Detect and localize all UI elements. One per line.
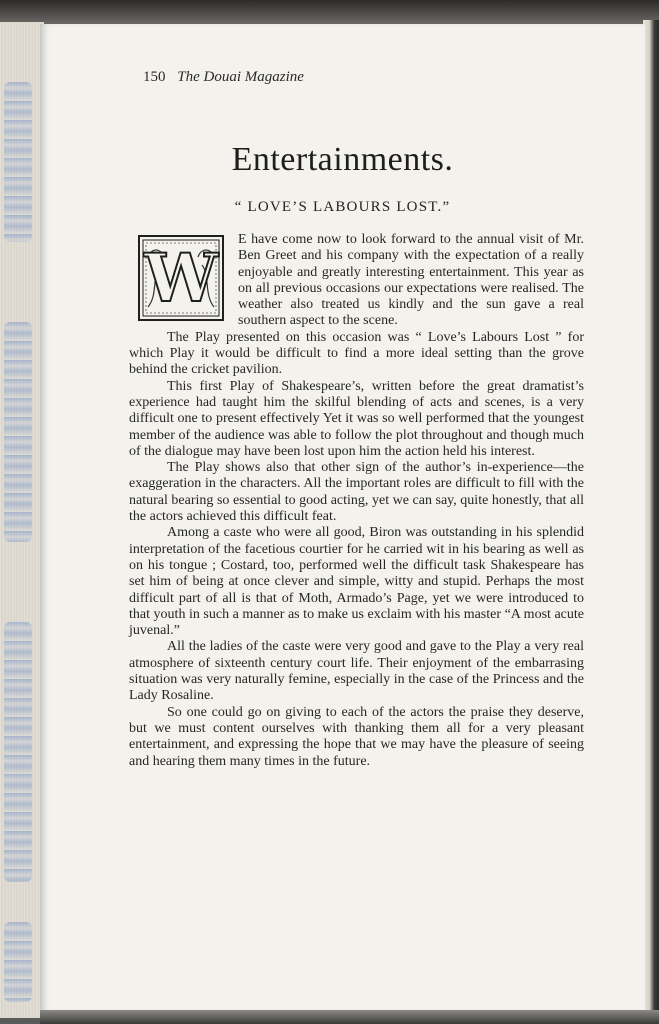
edge-stain: [4, 322, 32, 542]
paragraph-4: The Play shows also that other sign of the author’s in-experience—the exaggeration in the characters. All the important roles are difficult to fill with the natural bearing so essential to good acting, yet we can say, quite honestly, that all the actors achieved this difficult feat.: [129, 460, 584, 525]
book-right-edge: [643, 20, 659, 1020]
edge-stain: [4, 622, 32, 882]
page-number: 150: [143, 69, 166, 85]
scan-top-border: [0, 0, 659, 24]
scan-bottom-border: [40, 1010, 659, 1024]
decorative-drop-cap: [138, 235, 224, 321]
drop-cap-letter: W: [143, 239, 219, 317]
magazine-title: The Douai Magazine: [177, 69, 304, 85]
magazine-page: [40, 24, 645, 1012]
paragraph-5: Among a caste who were all good, Biron was outstanding in his splendid interpretation of the facetious courtier for he carried wit in his bearing as well as on his tongue ; Costard, too, performed well the difficult task Shakespeare has set him of being at once clever and simple, witty and stupid. Perhaps the most difficult part of all is that of Moth, Armado’s Page, yet we were introduced to that youth in such a manner as to make us exclaim with his master “A most acute juvenal.”: [129, 525, 584, 639]
book-page-edges: [0, 22, 44, 1018]
paragraph-7: So one could go on giving to each of the actors the praise they deserve, but we must content ourselves with thanking them all for a very pleasant entertainment, and expressing the hope that we may have the pleasure of seeing and hearing them many times in the future.: [129, 704, 584, 769]
article-subtitle: “ LOVE’S LABOURS LOST.”: [234, 199, 451, 215]
paragraph-1: [129, 232, 584, 330]
article-title: Entertainments.: [231, 141, 454, 178]
article-body: [129, 232, 584, 770]
paragraph-3: This first Play of Shakespeare’s, written before the great dramatist’s experience had taught him the skilful blending of acts and scenes, is a very difficult one to present effectively Yet it was so well performed that the youngest member of the audience was able to follow the plot throughout and though much of the dialogue may have been lost upon him the action held his interest.: [129, 378, 584, 459]
running-head: [143, 69, 304, 86]
paragraph-1-text: E have come now to look forward to the annual visit of Mr. Ben Greet and his company with the expectation of a really enjoyable and greatly interesting entertainment. This year as on all previous occasions our expectations were realised. The weather also treated us kindly and the sun gave a real southern aspect to the scene.: [238, 232, 584, 329]
paragraph-6: All the ladies of the caste were very good and gave to the Play a very real atmosphere of sixteenth century court life. Their enjoyment of the embarrasing situation was very naturally femine, especially in the case of the Princess and the Lady Rosaline.: [129, 639, 584, 704]
edge-stain: [4, 82, 32, 242]
edge-stain: [4, 922, 32, 1002]
paragraph-2: The Play presented on this occasion was “ Love’s Labours Lost ” for which Play it would be difficult to find a more ideal setting than the grove behind the cricket pavilion.: [129, 329, 584, 378]
